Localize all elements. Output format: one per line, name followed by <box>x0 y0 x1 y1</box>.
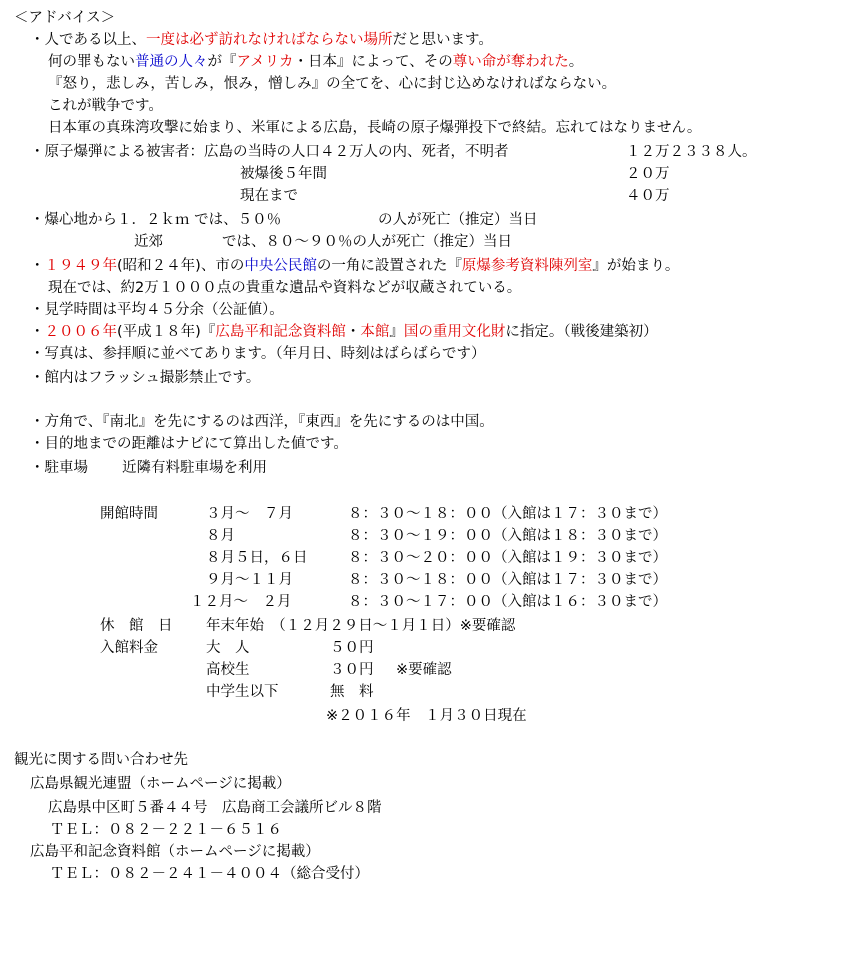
text-segment: 広島平和記念資料館 <box>215 324 346 340</box>
contact-org-1-address: 広島県中区町５番４４号 広島商工会議所ビル８階 <box>48 800 382 816</box>
history-line-6: ・館内はフラッシュ撮影禁止です。 <box>30 370 261 386</box>
text-segment: (昭和２４年)、市の <box>117 258 245 274</box>
history-line-1 <box>30 256 679 276</box>
text-segment: の一角に設置された『 <box>316 258 462 274</box>
text-segment: 尊い命が奪われた <box>452 54 569 70</box>
advice-heading: ＜アドバイス＞ <box>14 10 116 26</box>
advice-intro-line-1 <box>30 30 493 50</box>
misc-line-2: ・目的地までの距離はナビにて算出した値です。 <box>30 436 348 452</box>
hypocenter-line-2-a: 近郊 <box>134 234 163 250</box>
damage-label: ・原子爆弾による被害者：広島の当時の人口４２万人の内、死者，不明者 <box>30 144 509 160</box>
contact-org-2: 広島平和記念資料館（ホームページに掲載） <box>30 844 320 860</box>
fee-highschool-type: 高校生 <box>206 662 250 678</box>
misc-line-3-a: ・駐車場 <box>30 460 88 476</box>
misc-line-1: ・方角で、『南北』を先にするのは西洋，『東西』を先にするのは中国。 <box>30 414 494 430</box>
history-line-3: ・見学時間は平均４５分余（公証値）。 <box>30 302 284 318</box>
closed-label: 休 館 日 <box>100 618 173 634</box>
history-line-5: ・写真は、参拝順に並べてあります。（年月日、時刻はばらばらです） <box>30 346 486 362</box>
hypocenter-line-1-b: の人が死亡（推定）当日 <box>378 212 538 228</box>
advice-intro-line-3: 『怒り，悲しみ，苦しみ，恨み，憎しみ』の全てを、心に封じ込めなければならない。 <box>48 76 617 92</box>
text-segment: アメリカ <box>236 54 294 70</box>
text-segment: 普通の人々 <box>135 54 208 70</box>
text-segment: 中央公民館 <box>244 258 317 274</box>
hours-row-1-time: ８：３０～１８：００（入館は１７：３０まで） <box>348 506 667 522</box>
advice-intro-line-5: 日本軍の真珠湾攻撃に始まり、米軍による広島，長崎の原子爆弾投下で終結。忘れてはなりません。 <box>48 120 702 136</box>
damage-value-1: １２万２３３８人。 <box>626 144 757 160</box>
hours-row-2-period: ８月 <box>206 528 235 544</box>
hours-row-5-time: ８：３０～１７：００（入館は１６：３０まで） <box>348 594 667 610</box>
text-segment: ・日本』によって、その <box>293 54 453 70</box>
hours-row-5-period: １２月～ ２月 <box>190 594 292 610</box>
text-segment: ・ <box>345 324 361 340</box>
text-segment: が『 <box>207 54 237 70</box>
contact-org-2-tel: ＴＥＬ：０８２－２４１－４００４（総合受付） <box>50 866 369 882</box>
text-segment: １９４９年 <box>44 258 117 274</box>
history-line-2: 現在では、約2万１０００点の貴重な遺品や資料などが収蔵されている。 <box>48 280 522 296</box>
text-segment: ・人である以上、 <box>30 32 146 48</box>
fee-junior-price: 無 料 <box>330 684 374 700</box>
hypocenter-line-2-b: では、８０～９０％の人が死亡（推定）当日 <box>222 234 512 250</box>
fee-label: 入館料金 <box>100 640 158 656</box>
fee-highschool-price: ３０円 <box>330 662 374 678</box>
text-segment: (平成１８年)『 <box>117 324 216 340</box>
text-segment: 一度は必ず訪れなければならない場所 <box>146 32 393 48</box>
text-segment: ・ <box>30 258 45 274</box>
hours-row-1-period: ３月～ ７月 <box>206 506 293 522</box>
contact-org-1: 広島県観光連盟（ホームページに掲載） <box>30 776 291 792</box>
text-segment: 原爆参考資料陳列室 <box>461 258 593 274</box>
hours-row-2-time: ８：３０～１９：００（入館は１８：３０まで） <box>348 528 667 544</box>
text-segment: ・ <box>30 324 45 340</box>
text-segment: 本館 <box>360 324 390 340</box>
text-segment: だと思います。 <box>392 32 493 48</box>
closed-value: 年末年始 （１２月２９日～１月１日）※要確認 <box>206 618 516 634</box>
damage-value-2: ２０万 <box>626 166 670 182</box>
misc-line-3-b: 近隣有料駐車場を利用 <box>122 460 267 476</box>
hours-row-4-period: ９月～１１月 <box>206 572 293 588</box>
text-segment: 』が始まり。 <box>592 258 680 274</box>
hours-row-4-time: ８：３０～１８：００（入館は１７：３０まで） <box>348 572 667 588</box>
text-segment: 何の罪もない <box>48 54 135 70</box>
contact-heading: 観光に関する問い合わせ先 <box>14 752 188 768</box>
text-segment: 国の重用文化財 <box>403 324 506 340</box>
text-segment: 。 <box>568 54 584 70</box>
damage-sub-2: 現在まで <box>240 188 298 204</box>
history-line-4 <box>30 322 658 342</box>
fee-highschool-note: ※要確認 <box>396 662 452 678</box>
advice-intro-line-4: これが戦争です。 <box>48 98 163 114</box>
fee-adult-type: 大 人 <box>206 640 250 656</box>
fee-junior-type: 中学生以下 <box>206 684 279 700</box>
hours-row-3-period: ８月５日，６日 <box>206 550 308 566</box>
fee-adult-price: ５０円 <box>330 640 374 656</box>
hours-label: 開館時間 <box>100 506 158 522</box>
text-segment: 』 <box>389 324 404 340</box>
damage-sub-1: 被爆後５年間 <box>240 166 327 182</box>
hours-row-3-time: ８：３０～２０：００（入館は１９：３０まで） <box>348 550 667 566</box>
advice-intro-line-2 <box>48 52 583 72</box>
as-of-date: ※２０１６年 １月３０日現在 <box>326 708 527 724</box>
hypocenter-line-1-a: ・爆心地から１．２ｋｍ では、５０％ <box>30 212 282 228</box>
text-segment: に指定。（戦後建築初） <box>505 324 658 340</box>
text-segment: ２００６年 <box>44 324 117 340</box>
damage-value-3: ４０万 <box>626 188 670 204</box>
contact-org-1-tel: ＴＥＬ：０８２－２２１－６５１６ <box>50 822 282 838</box>
